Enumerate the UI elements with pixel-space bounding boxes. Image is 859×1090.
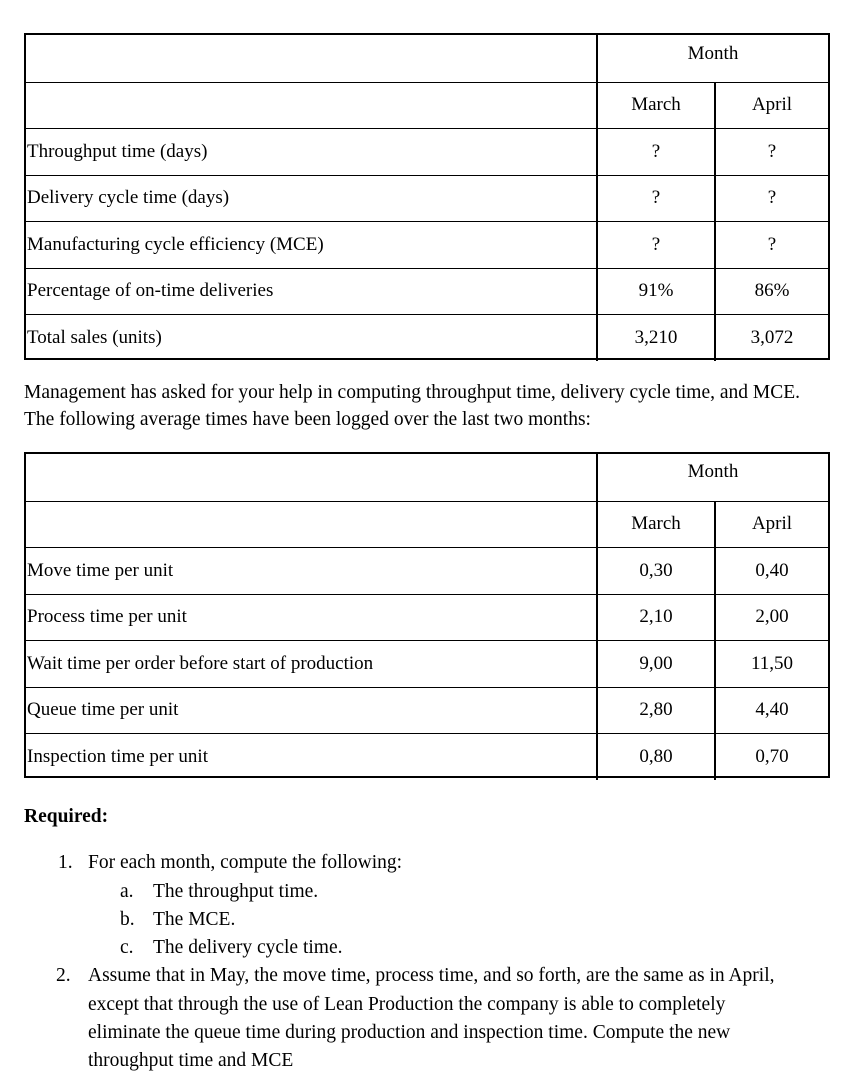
list-item-line: eliminate the queue time during production and inspection time. Compute the new xyxy=(88,1022,731,1043)
performance-measures-table xyxy=(24,33,830,360)
april-value: 0,40 xyxy=(714,548,828,594)
list-item-line: Assume that in May, the move time, process time, and so forth, are the same as in April, xyxy=(88,965,775,986)
table-row xyxy=(26,221,828,268)
row-label: Total sales (units) xyxy=(27,326,162,348)
march-value: 9,00 xyxy=(596,641,714,687)
month-header: Month xyxy=(596,35,828,82)
table-row xyxy=(26,594,828,641)
table-row xyxy=(26,175,828,222)
table-header-row xyxy=(26,454,828,501)
march-value: 0,30 xyxy=(596,548,714,594)
table-row xyxy=(26,128,828,175)
table-subheader-row xyxy=(26,82,828,129)
april-value: ? xyxy=(714,129,828,175)
list-item: For each month, compute the following: xyxy=(88,852,403,873)
table-row xyxy=(26,687,828,734)
list-number: 2. xyxy=(56,965,71,986)
april-value: 2,00 xyxy=(714,595,828,641)
april-value: 3,072 xyxy=(714,315,828,361)
march-value: 0,80 xyxy=(596,734,714,780)
march-value: ? xyxy=(596,176,714,222)
list-item-line: throughput time and MCE xyxy=(88,1050,294,1071)
row-label: Delivery cycle time (days) xyxy=(27,187,230,209)
list-item-line: except that through the use of Lean Production the company is able to completely xyxy=(88,994,726,1015)
required-heading: Required: xyxy=(24,806,109,827)
april-value: 4,40 xyxy=(714,688,828,734)
march-header: March xyxy=(596,502,714,548)
march-header: March xyxy=(596,83,714,129)
table-row xyxy=(26,268,828,315)
table-row xyxy=(26,314,828,361)
april-header: April xyxy=(714,502,828,548)
row-label: Wait time per order before start of production xyxy=(27,652,374,674)
april-value: 11,50 xyxy=(714,641,828,687)
march-value: 91% xyxy=(596,269,714,315)
april-value: ? xyxy=(714,222,828,268)
april-value: ? xyxy=(714,176,828,222)
march-value: 2,10 xyxy=(596,595,714,641)
sublist-item: The throughput time. xyxy=(153,881,319,902)
table-row xyxy=(26,733,828,780)
april-header: April xyxy=(714,83,828,129)
sublist-item: The MCE. xyxy=(153,909,236,930)
march-value: ? xyxy=(596,129,714,175)
row-label: Inspection time per unit xyxy=(27,745,208,767)
list-number: 1. xyxy=(58,852,73,873)
table-row xyxy=(26,640,828,687)
sublist-item: The delivery cycle time. xyxy=(153,937,343,958)
table-row xyxy=(26,547,828,594)
row-label: Percentage of on-time deliveries xyxy=(27,280,274,302)
sublist-letter: a. xyxy=(120,881,134,902)
row-label: Queue time per unit xyxy=(27,699,179,721)
row-label: Manufacturing cycle efficiency (MCE) xyxy=(27,233,324,255)
march-value: 2,80 xyxy=(596,688,714,734)
intro-paragraph: Management has asked for your help in computing throughput time, delivery cycle time, and MCE. The following average times have been logged over the last two months: xyxy=(24,382,801,430)
march-value: 3,210 xyxy=(596,315,714,361)
row-label: Process time per unit xyxy=(27,606,187,628)
sublist-letter: c. xyxy=(120,937,134,958)
sublist-letter: b. xyxy=(120,909,135,930)
table-subheader-row xyxy=(26,501,828,548)
average-times-table xyxy=(24,452,830,778)
row-label: Move time per unit xyxy=(27,559,174,581)
row-label: Throughput time (days) xyxy=(27,140,208,162)
april-value: 0,70 xyxy=(714,734,828,780)
month-header: Month xyxy=(596,454,828,501)
table-header-row xyxy=(26,35,828,82)
april-value: 86% xyxy=(714,269,828,315)
march-value: ? xyxy=(596,222,714,268)
